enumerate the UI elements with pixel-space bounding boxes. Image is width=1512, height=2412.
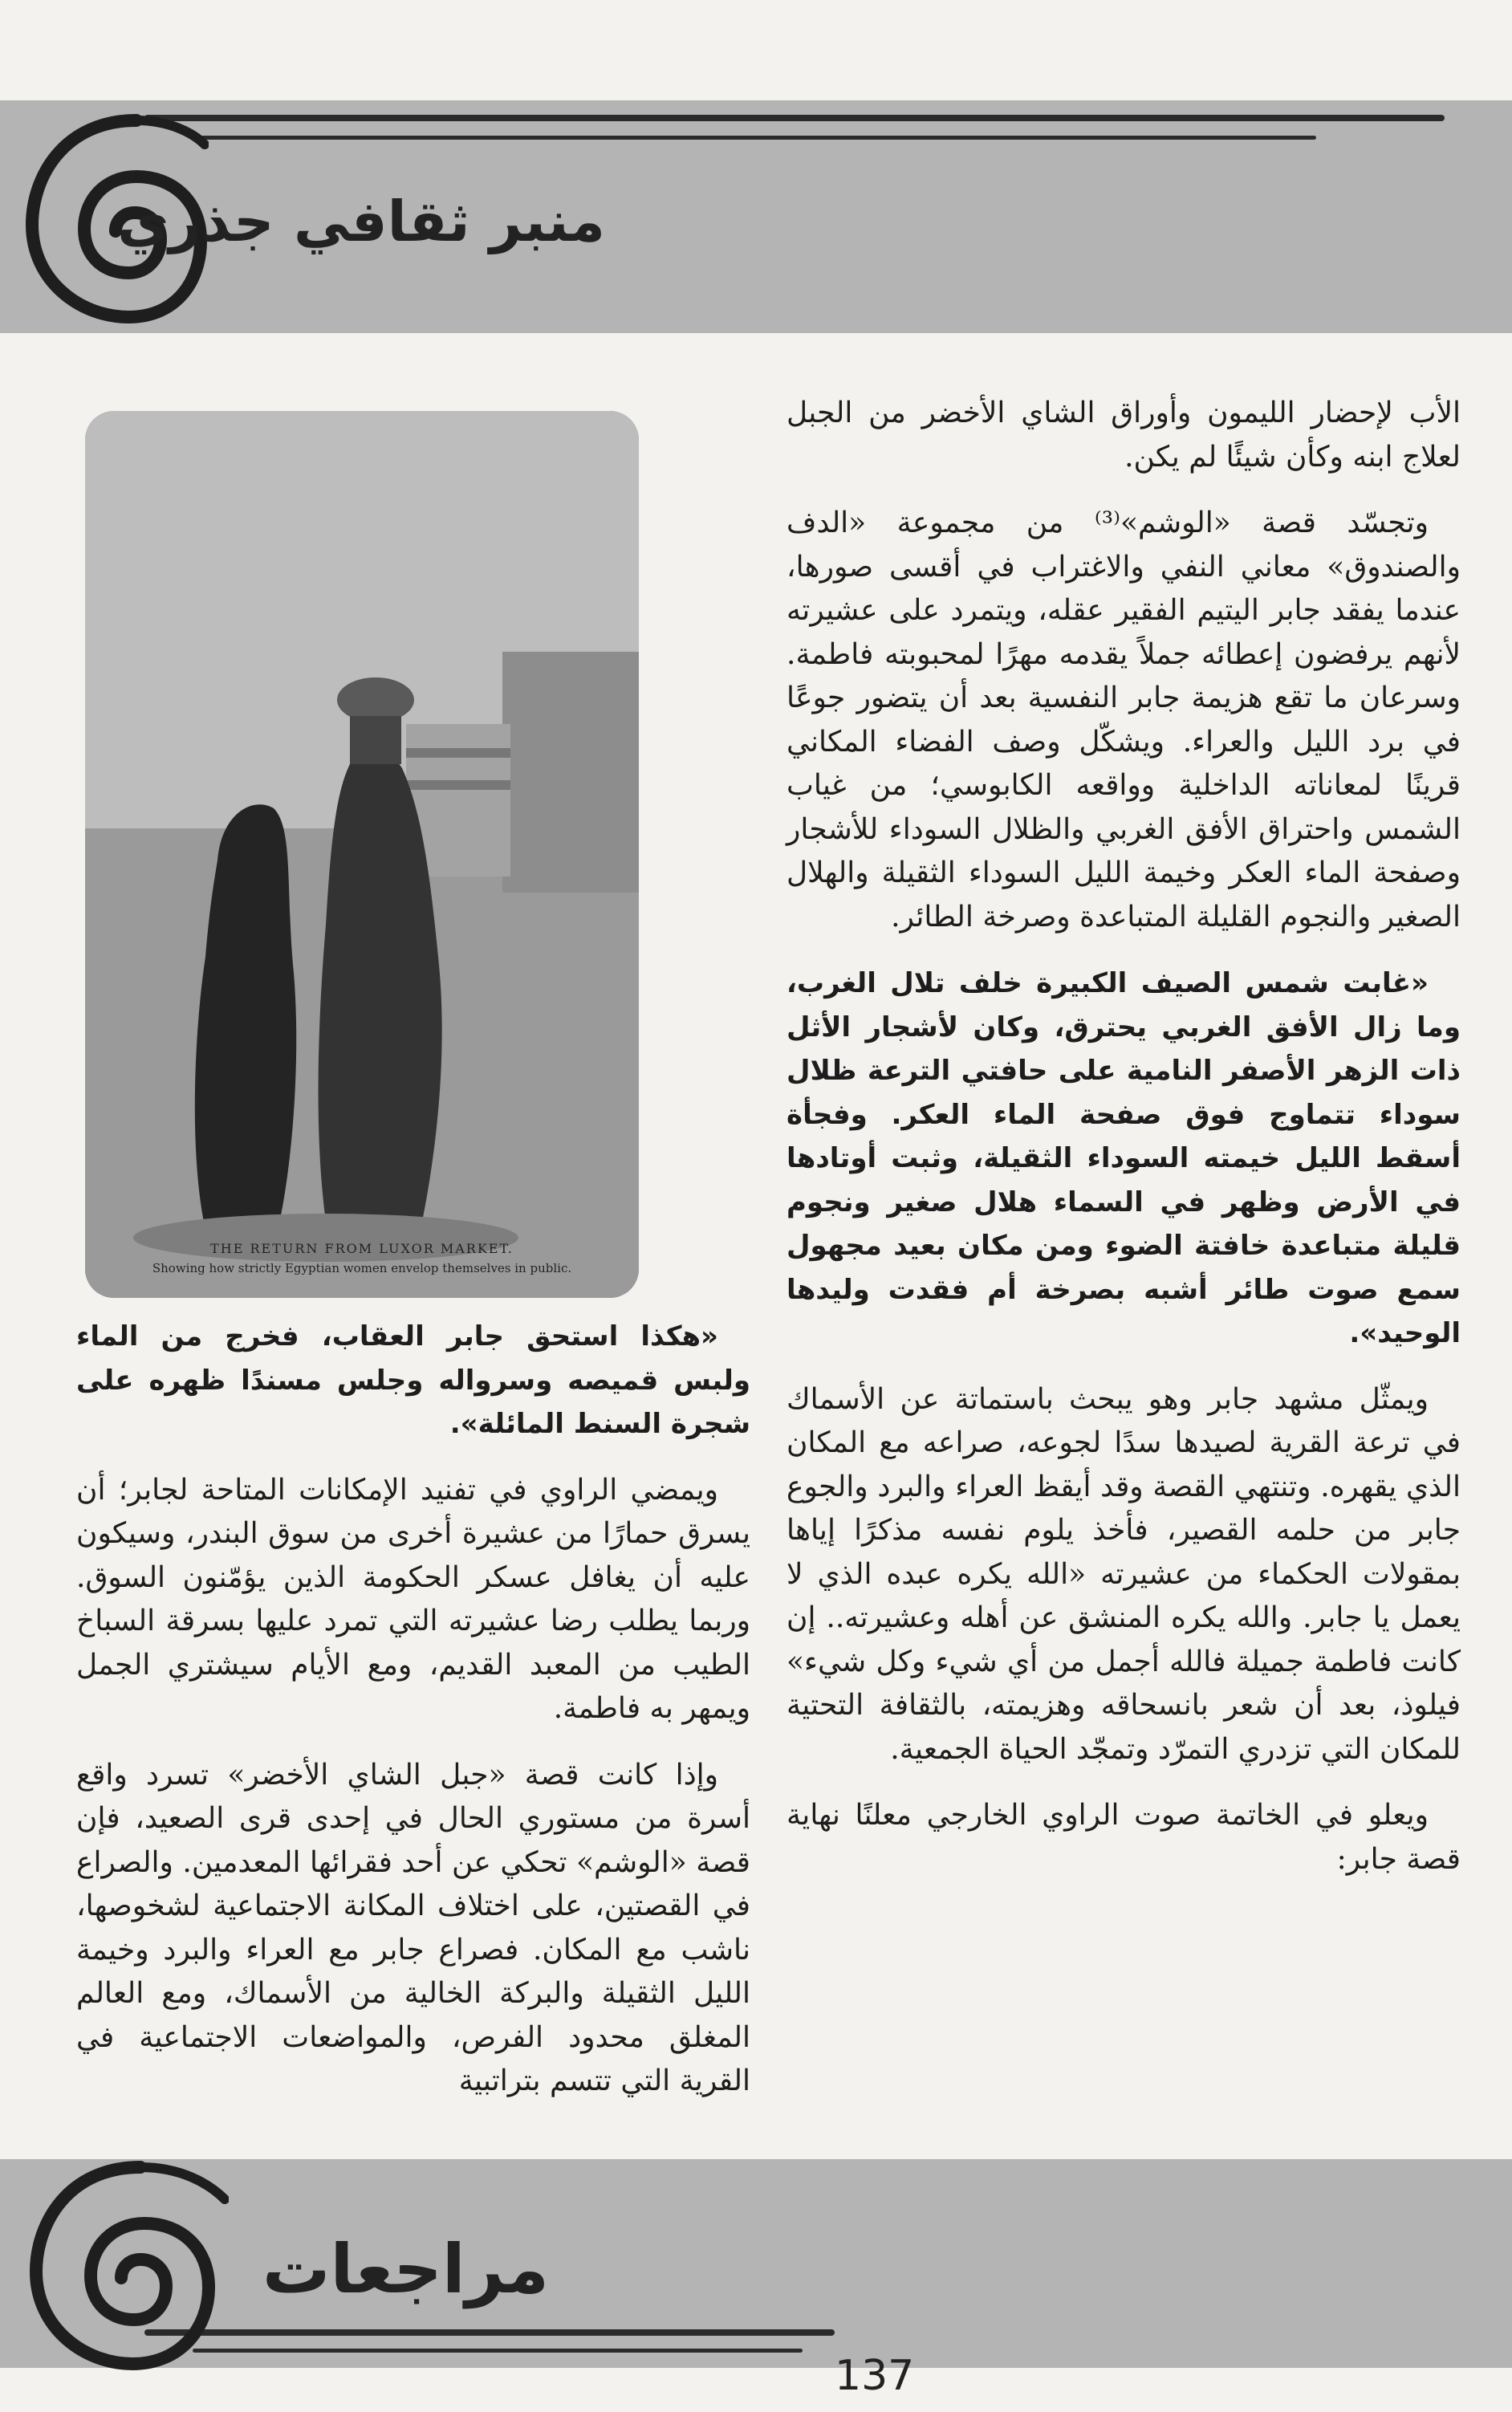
left-text-column [76,1315,750,2126]
header-rule-inner [193,136,1316,140]
footer-rule-inner [193,2349,803,2353]
header-rule-top [144,115,1445,121]
right-text-column [786,392,1461,1904]
paragraph: وإذا كانت قصة «جبل الشاي الأخضر» تسرد واقع أسرة من مستوري الحال في إحدى قرى الصعيد، فإن قصة «الوشم» تحكي عن أحد فقرائها المعدمين. والصراع في القصتين، على اختلاف المكانة الاجتماعية لشخوصها، ناشب مع المكان. فصراع جابر مع العراء والبرد وخيمة الليل الثقيلة والبركة الخالية من الأسماك، ومع العالم المغلق محدود الفرص، والمواضعات الاجتماعية في القرية التي تتسم بتراتبية [76,1758,750,2097]
footer-rule [144,2329,835,2336]
historical-photo [85,411,639,1298]
photo-caption-title: THE RETURN FROM LUXOR MARKET. [210,1241,514,1256]
section-title: منبر ثقافي جذري [117,189,605,254]
photo-caption [85,1241,639,1275]
photo-caption-subtitle: Showing how strictly Egyptian women envelop themselves in public. [152,1261,572,1275]
section-title-footer: مراجعات [262,2230,549,2308]
footer-spiral-icon [20,2151,229,2376]
paragraph: ويمثّل مشهد جابر وهو يبحث باستماتة عن الأسماك في ترعة القرية لصيدها سدًا لجوعه، صراعه مع المكان الذي يقهره. وتنتهي القصة وقد أيقظ العراء والبرد والجوع جابر من حلمه القصير، فأخذ يلوم نفسه مذكرًا إياها بمقولات الحكماء من عشيرته «الله يكره عبده الذي لا يعمل يا جابر. والله يكره المنشق عن أهله وعشيرته.. إن كانت فاطمة جميلة فالله أجمل من أي شيء وكل شيء» فيلوذ، بعد أن شعر بانسحاقه وهزيمته، بالثقافة التحتية للمكان التي تزدري التمرّد وتمجّد الحياة الجمعية. [786,1382,1461,1766]
quoted-paragraph: «هكذا استحق جابر العقاب، فخرج من الماء ولبس قميصه وسرواله وجلس مسندًا ظهره على شجرة السنط المائلة». [76,1320,750,1440]
paragraph: ويعلو في الخاتمة صوت الراوي الخارجي معلنًا نهاية قصة جابر: [786,1799,1461,1876]
photo-illustration [85,411,639,1298]
paragraph: وتجسّد قصة «الوشم»⁽³⁾ من مجموعة «الدف والصندوق» معاني النفي والاغتراب في أقسى صورها، عندما يفقد جابر اليتيم الفقير عقله، ويتمرد على عشيرته لأنهم يرفضون إعطائه جملاً يقدمه مهرًا لمحبوبته فاطمة. وسرعان ما تقع هزيمة جابر النفسية بعد أن يتضور جوعًا في برد الليل والعراء. ويشكّل وصف الفضاء المكاني قرينًا لمعاناته الداخلية وواقعه الكابوسي؛ من غياب الشمس واحتراق الأفق الغربي والظلال السوداء للأشجار وصفحة الماء العكر وخيمة الليل السوداء الثقيلة والهلال الصغير والنجوم القليلة المتباعدة وصرخة الطائر. [786,506,1461,933]
quoted-paragraph: «غابت شمس الصيف الكبيرة خلف تلال الغرب، وما زال الأفق الغربي يحترق، وكان لأشجار الأثل ذات الزهر الأصفر النامية على حافتي الترعة ظلال سوداء تتماوج فوق صفحة الماء العكر. وفجأة أسقط الليل خيمته السوداء الثقيلة، وثبت أوتادها في الأرض وظهر في السماء هلال صغير ونجوم قليلة متباعدة خافتة الضوء ومن مكان بعيد مجهول سمع صوت طائر أشبه بصرخة أم فقدت وليدها الوحيد». [786,967,1461,1349]
page-number: 137 [835,2352,915,2400]
paragraph: الأب لإحضار الليمون وأوراق الشاي الأخضر من الجبل لعلاج ابنه وكأن شيئًا لم يكن. [786,397,1461,474]
paragraph: ويمضي الراوي في تفنيد الإمكانات المتاحة لجابر؛ أن يسرق حمارًا من عشيرة أخرى من سوق البندر، وسيكون عليه أن يغافل عسكر الحكومة الذين يؤمّنون السوق. وربما يطلب رضا عشيرته التي تمرد عليها بسرقة السباخ الطيب من المعبد القديم، ومع الأيام سيشتري الجمل ويمهر به فاطمة. [76,1473,751,1725]
